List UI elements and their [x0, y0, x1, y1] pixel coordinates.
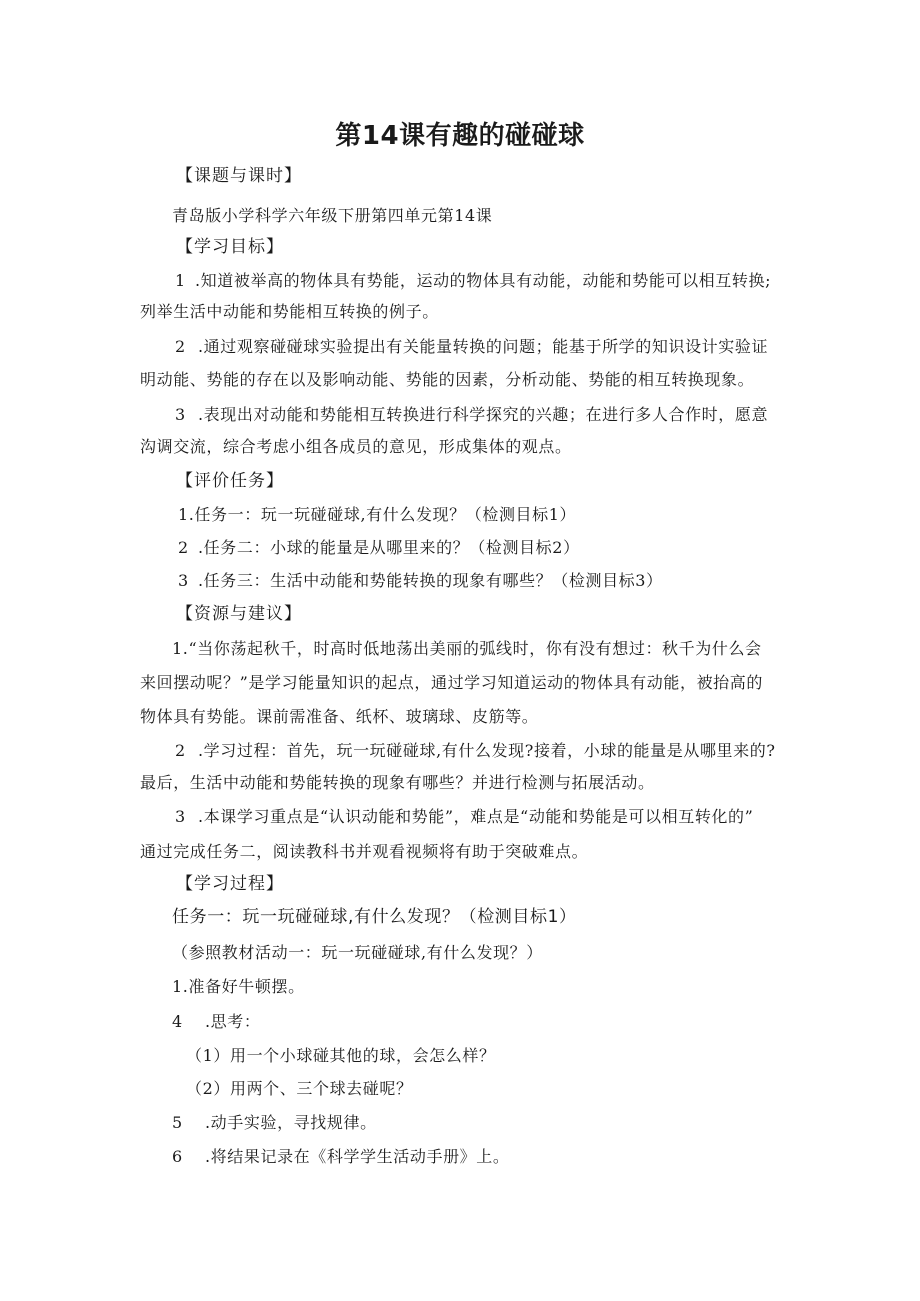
resource-3-line-1: .本课学习重点是“认识动能和势能”，难点是“动能和势能是可以相互转化的”: [198, 807, 754, 826]
section-heading-eval: 【评价任务】: [176, 471, 284, 491]
resource-2-line-2: 最后，生活中动能和势能转换的现象有哪些？并进行检测与拓展活动。: [140, 773, 655, 792]
eval-task-2-number: 2: [178, 538, 189, 557]
resource-3-number: 3: [175, 807, 186, 826]
eval-task-3: .任务三：生活中动能和势能转换的现象有哪些？（检测目标3）: [198, 571, 663, 590]
goal-1-line-1: .知道被举高的物体具有势能，运动的物体具有动能，动能和势能可以相互转换;: [195, 271, 772, 290]
section-heading-goals: 【学习目标】: [176, 237, 284, 257]
resource-1-line-1: 1.“当你荡起秋千，时高时低地荡出美丽的弧线时，你有没有想过：秋千为什么会: [172, 639, 762, 658]
goal-2-line-2: 明动能、势能的存在以及影响动能、势能的因素，分析动能、势能的相互转换现象。: [140, 370, 755, 389]
process-step-5-number: 5: [172, 1113, 183, 1132]
eval-task-3-number: 3: [178, 571, 189, 590]
resource-2-number: 2: [175, 741, 186, 760]
eval-task-2: .任务二：小球的能量是从哪里来的？（检测目标2）: [198, 538, 580, 557]
goal-3-number: 3: [175, 405, 186, 424]
goal-2-number: 2: [175, 337, 186, 356]
process-step-6: .将结果记录在《科学学生活动手册》上。: [205, 1147, 510, 1166]
resource-1-line-3: 物体具有势能。课前需准备、纸杯、玻璃球、皮筋等。: [140, 707, 539, 726]
topic-text: 青岛版小学科学六年级下册第四单元第14课: [172, 206, 493, 225]
process-step-6-number: 6: [172, 1147, 183, 1166]
resource-1-line-2: 来回摆动呢？”是学习能量知识的起点，通过学习知道运动的物体具有动能，被抬高的: [140, 673, 763, 692]
eval-task-1: 1.任务一：玩一玩碰碰球,有什么发现？（检测目标1）: [178, 505, 577, 524]
process-question-2: （2）用两个、三个球去碰呢？: [186, 1079, 413, 1098]
goal-1-number: 1: [175, 271, 186, 290]
process-question-1: （1）用一个小球碰其他的球，会怎么样？: [186, 1046, 496, 1065]
page-title: 第14课有趣的碰碰球: [335, 121, 585, 151]
process-step-4-number: 4: [172, 1012, 183, 1031]
section-heading-topic: 【课题与课时】: [176, 166, 302, 186]
process-reference: （参照教材活动一：玩一玩碰碰球,有什么发现？）: [172, 943, 543, 962]
process-step-4: .思考：: [205, 1012, 261, 1031]
section-heading-resources: 【资源与建议】: [176, 604, 302, 624]
resource-2-line-1: .学习过程：首先，玩一玩碰碰球,有什么发现?接着，小球的能量是从哪里来的?: [198, 741, 776, 760]
goal-2-line-1: .通过观察碰碰球实验提出有关能量转换的问题；能基于所学的知识设计实验证: [198, 337, 769, 356]
process-step-1: 1.准备好牛顿摆。: [172, 977, 305, 996]
goal-3-line-1: .表现出对动能和势能相互转换进行科学探究的兴趣；在进行多人合作时，愿意: [198, 405, 769, 424]
process-task-1-heading: 任务一：玩一玩碰碰球,有什么发现？（检测目标1）: [172, 907, 577, 927]
goal-1-line-2: 列举生活中动能和势能相互转换的例子。: [140, 302, 439, 321]
section-heading-process: 【学习过程】: [176, 874, 284, 894]
process-step-5: .动手实验，寻找规律。: [205, 1113, 377, 1132]
goal-3-line-2: 沟调交流，综合考虑小组各成员的意见，形成集体的观点。: [140, 437, 572, 456]
resource-3-line-2: 通过完成任务二，阅读教科书并观看视频将有助于突破难点。: [140, 842, 589, 861]
